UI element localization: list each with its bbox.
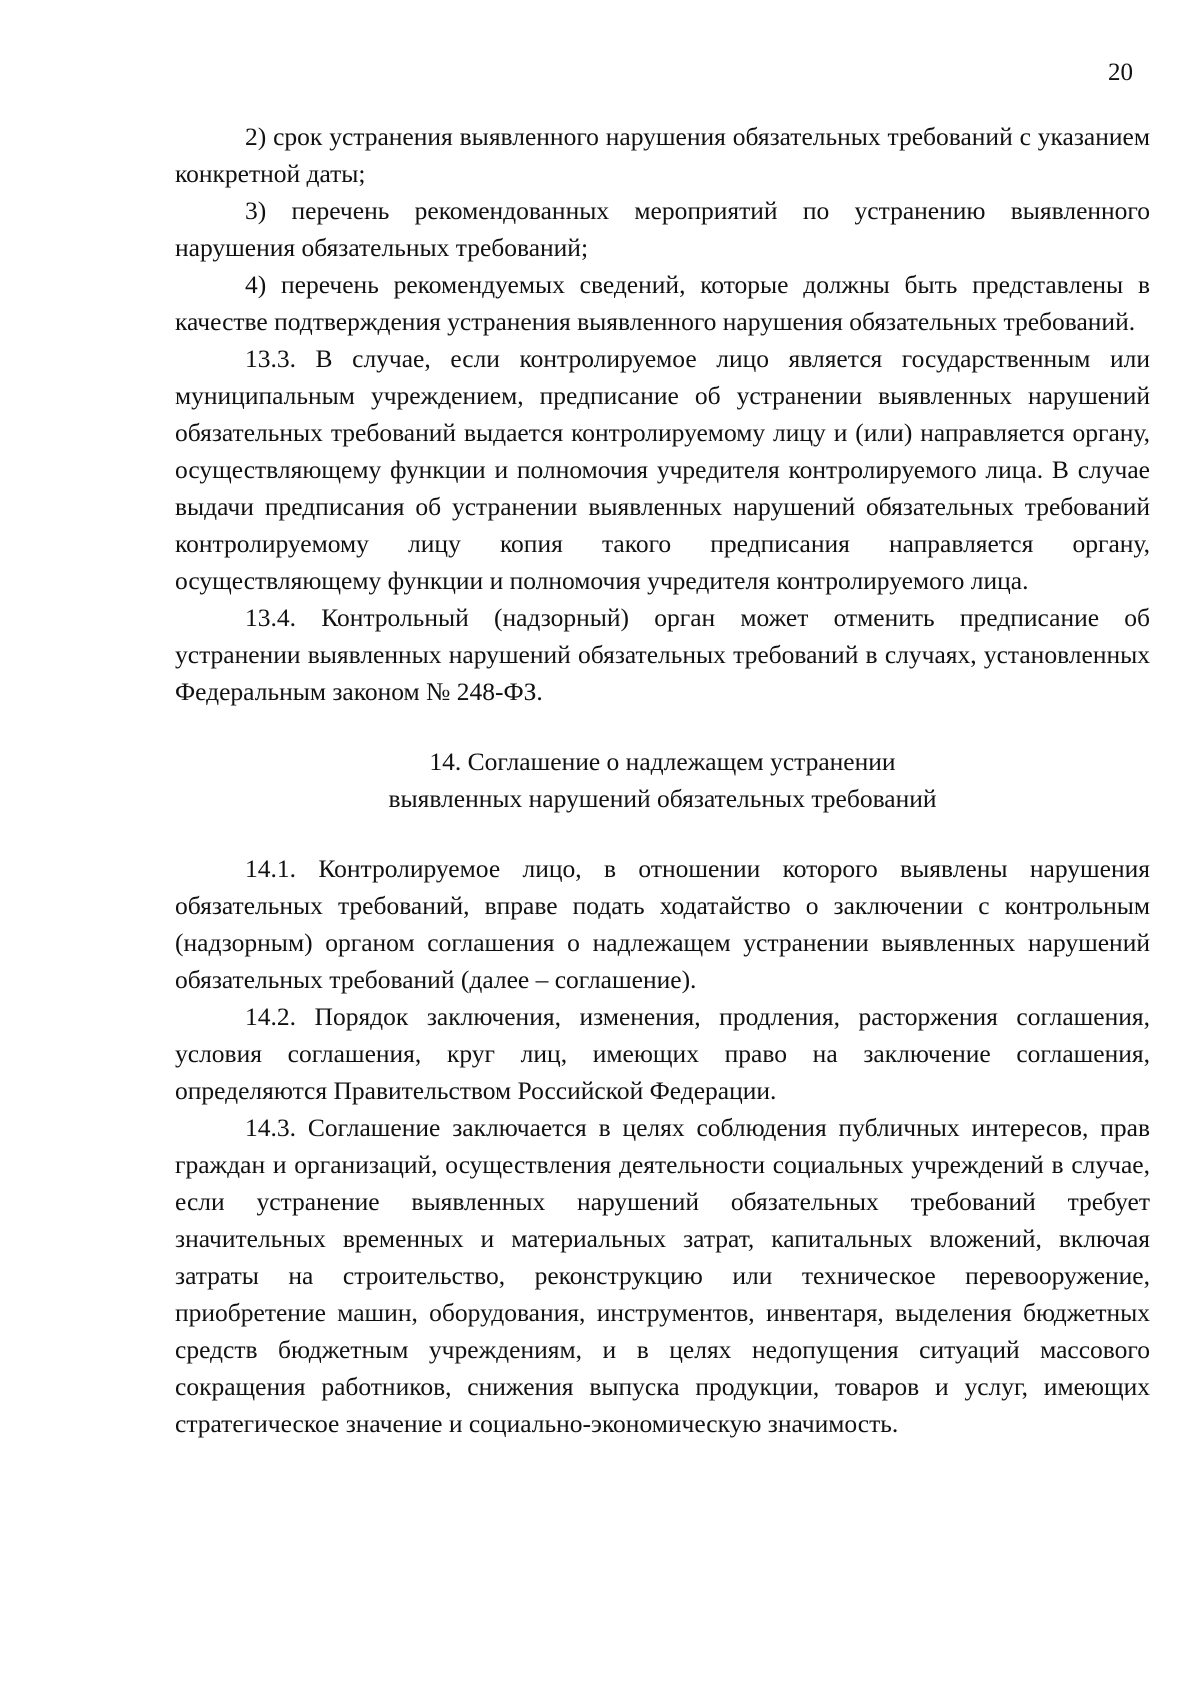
section-heading <box>175 743 1150 817</box>
document-body <box>175 118 1150 1442</box>
paragraph-14-3: 14.3. Соглашение заключается в целях соблюдения публичных интересов, прав граждан и организаций, осуществления деятельности социальных учреждений в случае, если устранение выявленных нарушений обязательных требований требует значительных временных и материальных затрат, капитальных вложений, включая затраты на строительство, реконструкцию или техническое перевооружение, приобретение машин, оборудования, инструментов, инвентаря, выделения бюджетных средств бюджетным учреждениям, и в целях недопущения ситуаций массового сокращения работников, снижения выпуска продукции, товаров и услуг, имеющих стратегическое значение и социально-экономическую значимость. <box>175 1113 1150 1438</box>
paragraph-13-3: 13.3. В случае, если контролируемое лицо является государственным или муниципальным учреждением, предписание об устранении выявленных нарушений обязательных требований выдается контролируемому лицу и (или) направляется органу, осуществляющему функции и полномочия учредителя контролируемого лица. В случае выдачи предписания об устранении выявленных нарушений обязательных требований контролируемому лицу копия такого предписания направляется органу, осуществляющему функции и полномочия учредителя контролируемого лица. <box>175 344 1150 595</box>
page-number: 20 <box>1108 59 1133 86</box>
paragraph-13-4: 13.4. Контрольный (надзорный) орган может отменить предписание об устранении выявленных нарушений обязательных требований в случаях, установленных Федеральным законом № 248-ФЗ. <box>175 603 1150 706</box>
paragraph-14-2: 14.2. Порядок заключения, изменения, продления, расторжения соглашения, условия соглашения, круг лиц, имеющих право на заключение соглашения, определяются Правительством Российской Федерации. <box>175 1002 1150 1105</box>
paragraph-item-4-information: 4) перечень рекомендуемых сведений, которые должны быть представлены в качестве подтверждения устранения выявленного нарушения обязательных требований. <box>175 270 1150 336</box>
paragraph-14-1: 14.1. Контролируемое лицо, в отношении которого выявлены нарушения обязательных требований, вправе подать ходатайство о заключении с контрольным (надзорным) органом соглашения о надлежащем устранении выявленных нарушений обязательных требований (далее – соглашение). <box>175 854 1150 994</box>
paragraph-item-2-deadline: 2) срок устранения выявленного нарушения обязательных требований с указанием конкретной даты; <box>175 122 1150 188</box>
section-heading-line-2: выявленных нарушений обязательных требований <box>388 784 937 813</box>
paragraph-item-3-measures: 3) перечень рекомендованных мероприятий по устранению выявленного нарушения обязательных требований; <box>175 196 1150 262</box>
section-heading-line-1: 14. Соглашение о надлежащем устранении <box>429 747 896 776</box>
